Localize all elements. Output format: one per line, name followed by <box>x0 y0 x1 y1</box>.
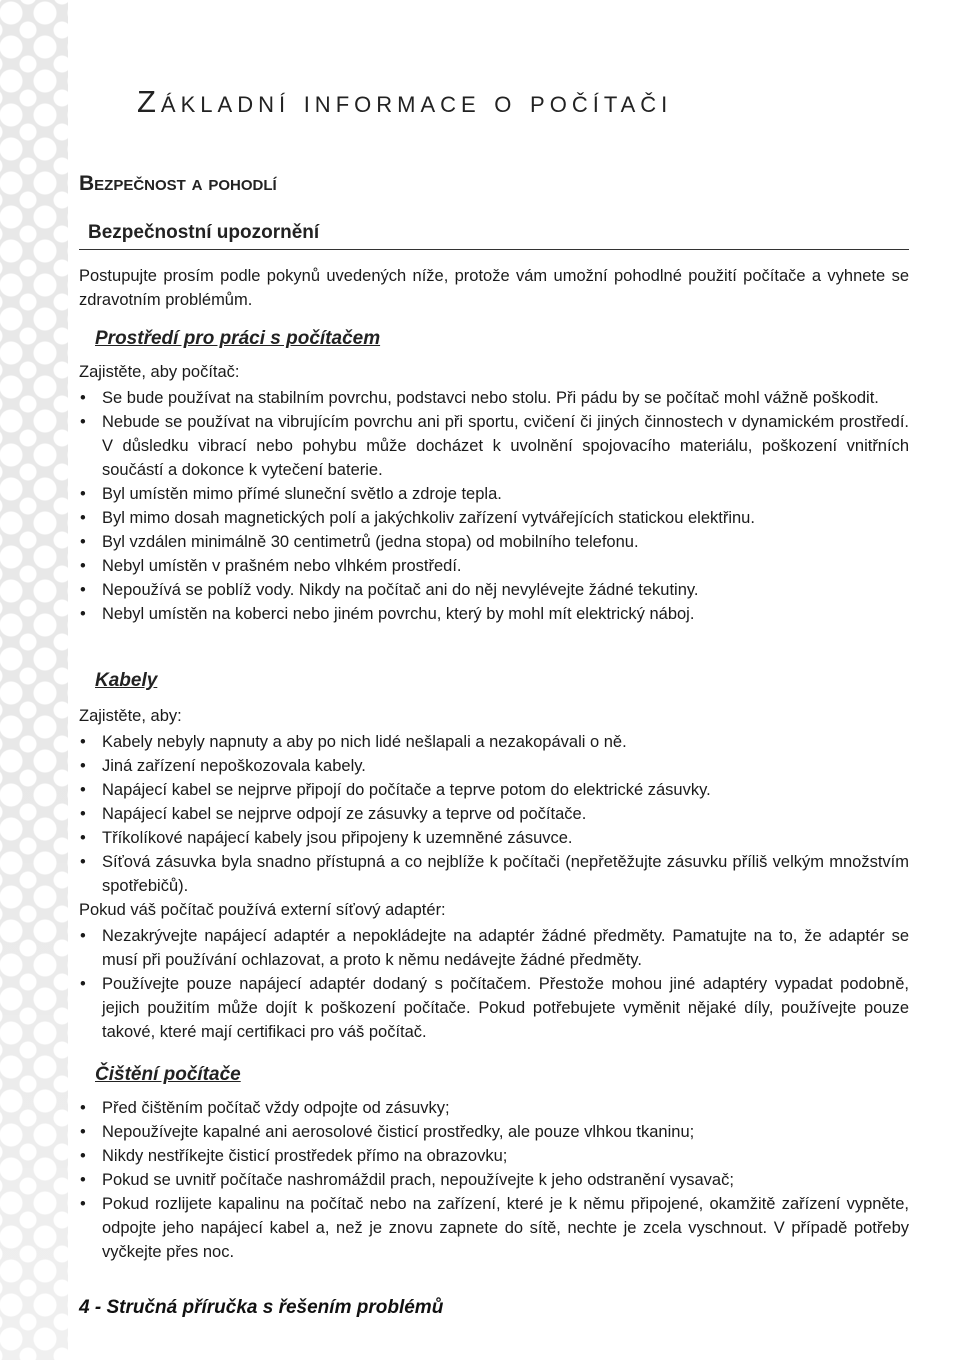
list-item: • Byl vzdálen minimálně 30 centimetrů (jedna stopa) od mobilního telefonu. <box>79 530 909 554</box>
cables-list <box>79 730 909 898</box>
page-title <box>137 84 917 120</box>
section-heading <box>79 172 277 196</box>
list-item: • Pokud rozlijete kapalinu na počítač nebo na zařízení, které je k němu připojené, okamžitě zařízení vypněte, odpojte jeho napájecí kabel a, než je znovu zapnete do sítě, nechte je zcela vyschnout. V případě potřeby vyčkejte přes noc. <box>79 1192 909 1264</box>
list-item: • Jiná zařízení nepoškozovala kabely. <box>79 754 909 778</box>
cleaning-list <box>79 1096 909 1264</box>
list-item: • Nebyl umístěn v prašném nebo vlhkém prostředí. <box>79 554 909 578</box>
list-item: • Nikdy nestříkejte čisticí prostředek přímo na obrazovku; <box>79 1144 909 1168</box>
environment-heading: Prostředí pro práci s počítačem <box>95 328 381 349</box>
list-item: • Tříkolíkové napájecí kabely jsou připojeny k uzemněné zásuvce. <box>79 826 909 850</box>
cables-lead: Zajistěte, aby: <box>79 707 182 725</box>
page-number: 4 <box>79 1297 90 1318</box>
list-item: • Byl umístěn mimo přímé sluneční světlo a zdroje tepla. <box>79 482 909 506</box>
list-item: • Nebude se používat na vibrujícím povrchu ani při sportu, cvičení či jiných činnostech v dynamickém prostředí. V důsledku vibrací nebo pohybu může docházet k uvolnění spojovacího materiálu, poškození vnitřních součástí a dokonce k vytečení baterie. <box>79 410 909 482</box>
list-item: • Se bude používat na stabilním povrchu, podstavci nebo stolu. Při pádu by se počítač mohl vážně poškodit. <box>79 386 909 410</box>
environment-lead: Zajistěte, aby počítač: <box>79 363 240 381</box>
cables-heading: Kabely <box>95 670 158 691</box>
footer-separator: - <box>94 1297 102 1318</box>
list-item: • Pokud se uvnitř počítače nashromáždil prach, nepoužívejte k jeho odstranění vysavač; <box>79 1168 909 1192</box>
list-item: • Nepoužívejte kapalné ani aerosolové čisticí prostředky, ale pouze vlhkou tkaninu; <box>79 1120 909 1144</box>
list-item: • Používejte pouze napájecí adaptér dodaný s počítačem. Přestože mohou jiné adaptéry vypadat podobně, jejich použitím může dojít k poškození počítače. Pokud potřebujete vyměnit nějaké díly, používejte pouze takové, které mají certifikaci pro váš počítač. <box>79 972 909 1044</box>
cleaning-heading: Čištění počítače <box>95 1064 241 1085</box>
section-heading-text: Bezpečnost a pohodlí <box>79 172 277 195</box>
list-item: • Byl mimo dosah magnetických polí a jakýchkoliv zařízení vytvářejících statickou elektřinu. <box>79 506 909 530</box>
list-item: • Síťová zásuvka byla snadno přístupná a co nejblíže k počítači (nepřetěžujte zásuvku příliš velkým množstvím spotřebičů). <box>79 850 909 898</box>
page-title-text: Základní informace o počítači <box>137 84 673 119</box>
guide-title: Stručná příručka s řešením problémů <box>106 1297 444 1318</box>
list-item: • Napájecí kabel se nejprve připojí do počítače a teprve potom do elektrické zásuvky. <box>79 778 909 802</box>
list-item: • Nepoužívá se poblíž vody. Nikdy na počítač ani do něj nevylévejte žádné tekutiny. <box>79 578 909 602</box>
list-item: • Nebyl umístěn na koberci nebo jiném povrchu, který by mohl mít elektrický náboj. <box>79 602 909 626</box>
adapter-list <box>79 924 909 1044</box>
intro-paragraph: Postupujte prosím podle pokynů uvedených níže, protože vám umožní pohodlné použití počítače a vyhnete se zdravotním problémům. <box>79 267 909 309</box>
list-item: • Nezakrývejte napájecí adaptér a nepokládejte na adaptér žádné předměty. Pamatujte na to, že adaptér se musí při používání ochlazovat, a proto k němu nedávejte žádné předměty. <box>79 924 909 972</box>
page-footer <box>79 1297 443 1319</box>
list-item: • Napájecí kabel se nejprve odpojí ze zásuvky a teprve od počítače. <box>79 802 909 826</box>
list-item: • Před čištěním počítač vždy odpojte od zásuvky; <box>79 1096 909 1120</box>
decorative-dot-fade <box>0 0 68 1360</box>
environment-list <box>79 386 909 626</box>
heading-divider <box>79 249 909 250</box>
list-item: • Kabely nebyly napnuty a aby po nich lidé nešlapali a nezakopávali o ně. <box>79 730 909 754</box>
adapter-lead: Pokud váš počítač používá externí síťový adaptér: <box>79 901 446 919</box>
subsection-heading: Bezpečnostní upozornění <box>88 222 320 243</box>
